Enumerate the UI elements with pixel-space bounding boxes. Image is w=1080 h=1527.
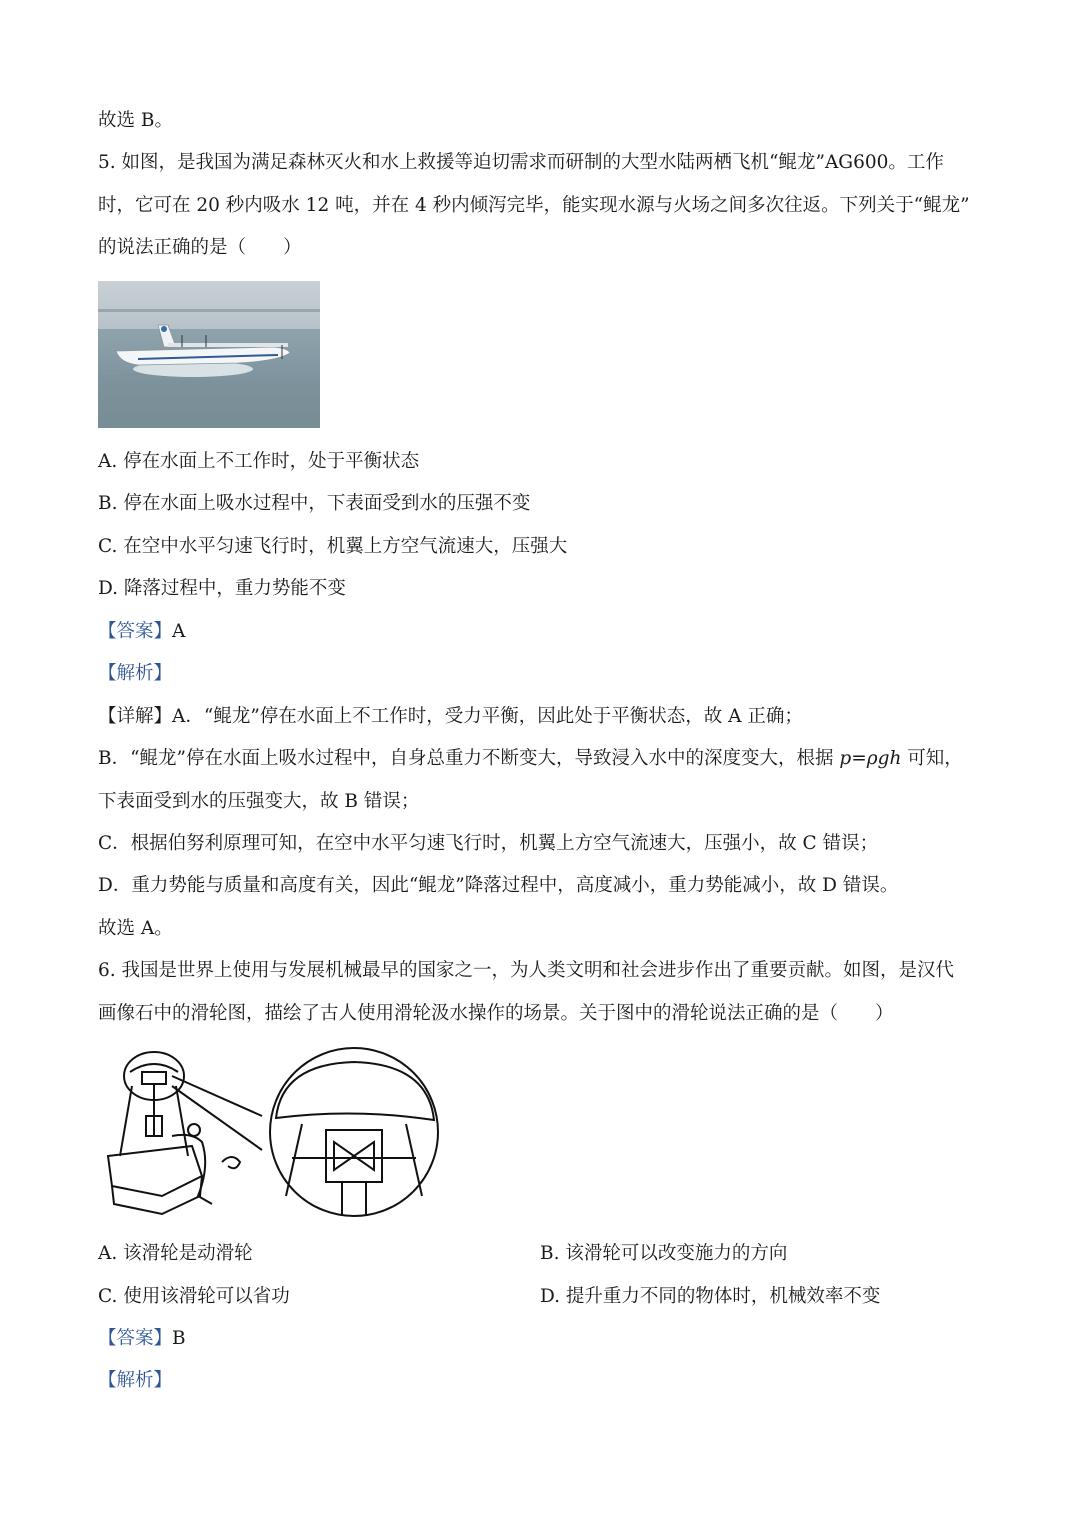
answer-value: B	[172, 1328, 186, 1349]
q6-option-d: D. 提升重力不同的物体时，机械效率不变	[540, 1286, 881, 1307]
q5-option-a: A. 停在水面上不工作时，处于平衡状态	[98, 451, 420, 472]
analysis-tag: 【解析】	[98, 663, 173, 684]
detail-b-tail: 可知，	[901, 748, 963, 769]
q6-answer	[98, 1326, 186, 1352]
q5-analysis	[98, 661, 172, 687]
answer-tag: 【答案】	[98, 621, 173, 642]
q5-detail-b-line-1	[98, 746, 963, 772]
q6-stem-line-1: 6. 我国是世界上使用与发展机械最早的国家之一，为人类文明和社会进步作出了重要贡献。如图，是汉代	[98, 960, 955, 981]
q5-conclusion: 故选 A。	[98, 918, 173, 939]
detail-b-text: B．“鲲龙”停在水面上吸水过程中，自身总重力不断变大，导致浸入水中的深度变大，根据	[98, 748, 840, 769]
q5-option-c: C. 在空中水平匀速飞行时，机翼上方空气流速大，压强大	[98, 536, 568, 557]
q5-option-b: B. 停在水面上吸水过程中，下表面受到水的压强不变	[98, 493, 531, 514]
prev-conclusion: 故选 B。	[98, 110, 173, 131]
q5-stem-line-2: 时，它可在 20 秒内吸水 12 吨，并在 4 秒内倾泻完毕，能实现水源与火场之间多次往返。下列关于“鲲龙”	[98, 195, 970, 216]
detail-tag: 【详解】	[98, 706, 173, 727]
q5-detail-b-line-2: 下表面受到水的压强变大，故 B 错误；	[98, 791, 420, 812]
q5-option-d: D. 降落过程中，重力势能不变	[98, 578, 346, 599]
q5-detail-a	[98, 704, 803, 730]
q6-option-b: B. 该滑轮可以改变施力的方向	[540, 1243, 788, 1264]
detail-a-text: A．“鲲龙”停在水面上不工作时，受力平衡，因此处于平衡状态，故 A 正确；	[172, 706, 803, 727]
q5-stem-line-1: 5. 如图，是我国为满足森林灭火和水上救援等迫切需求而研制的大型水陆两栖飞机“鲲龙”AG600。工作	[98, 152, 944, 173]
pressure-formula: p=ρgh	[839, 748, 902, 769]
q5-detail-c: C．根据伯努利原理可知，在空中水平匀速飞行时，机翼上方空气流速大，压强小，故 C 错误；	[98, 833, 879, 854]
analysis-tag: 【解析】	[98, 1370, 173, 1391]
answer-tag: 【答案】	[98, 1328, 173, 1349]
q6-stem-line-2: 画像石中的滑轮图，描绘了古人使用滑轮汲水操作的场景。关于图中的滑轮说法正确的是（ ）	[98, 1003, 894, 1024]
seaplane-photo	[98, 281, 320, 428]
answer-value: A	[172, 621, 186, 642]
q5-detail-d: D．重力势能与质量和高度有关，因此“鲲龙”降落过程中，高度减小，重力势能减小，故 D 错误。	[98, 875, 899, 896]
q5-answer	[98, 619, 185, 645]
q6-option-a: A. 该滑轮是动滑轮	[98, 1243, 253, 1264]
q6-analysis	[98, 1368, 172, 1394]
pulley-illustration	[102, 1046, 440, 1218]
q6-option-c: C. 使用该滑轮可以省功	[98, 1286, 290, 1307]
q5-stem-line-3: 的说法正确的是（ ）	[98, 237, 302, 258]
